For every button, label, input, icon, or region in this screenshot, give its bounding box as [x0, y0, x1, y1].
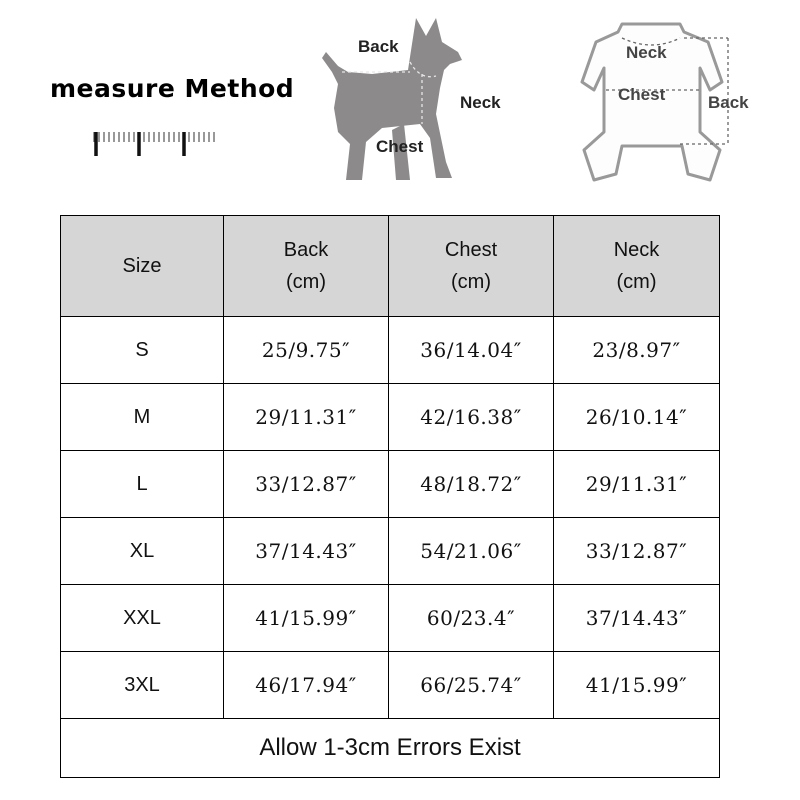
table-row	[61, 451, 720, 518]
size-cell: L	[61, 451, 224, 518]
header-chest-label: Chest	[444, 239, 498, 261]
size-cell: S	[61, 317, 224, 384]
header-size	[61, 216, 224, 317]
jumpsuit-chest-label: Chest	[618, 85, 666, 104]
size-cell: M	[61, 384, 224, 451]
back-cell: 33/12.87″	[224, 451, 389, 518]
table-row	[61, 317, 720, 384]
jumpsuit-measurement-diagram	[560, 12, 790, 192]
header-size-label: Size	[122, 255, 162, 277]
back-cell: 29/11.31″	[224, 384, 389, 451]
table-footer-row	[61, 719, 720, 778]
header-neck-unit: (cm)	[616, 271, 657, 293]
back-cell: 25/9.75″	[224, 317, 389, 384]
dog-measurement-diagram	[312, 12, 512, 192]
neck-cell: 37/14.43″	[554, 585, 720, 652]
table-header-row	[61, 216, 720, 317]
header-back	[224, 216, 389, 317]
error-tolerance-note: Allow 1-3cm Errors Exist	[61, 719, 720, 778]
jumpsuit-back-label: Back	[708, 93, 749, 112]
neck-cell: 26/10.14″	[554, 384, 720, 451]
header-back-unit: (cm)	[286, 271, 326, 293]
neck-cell: 23/8.97″	[554, 317, 720, 384]
chest-cell: 36/14.04″	[389, 317, 554, 384]
neck-cell: 41/15.99″	[554, 652, 720, 719]
chest-cell: 42/16.38″	[389, 384, 554, 451]
chest-cell: 66/25.74″	[389, 652, 554, 719]
dog-back-label: Back	[358, 37, 399, 56]
chest-cell: 60/23.4″	[389, 585, 554, 652]
header-back-label: Back	[283, 239, 329, 261]
size-cell: XXL	[61, 585, 224, 652]
neck-cell: 33/12.87″	[554, 518, 720, 585]
chest-cell: 54/21.06″	[389, 518, 554, 585]
header-neck	[554, 216, 720, 317]
header-chest-unit: (cm)	[451, 271, 491, 293]
header-neck-label: Neck	[613, 239, 660, 261]
size-chart-table	[60, 215, 720, 778]
jumpsuit-neck-label: Neck	[626, 43, 667, 62]
dog-chest-label: Chest	[376, 137, 424, 156]
dog-neck-label: Neck	[460, 93, 501, 112]
size-cell: XL	[61, 518, 224, 585]
chest-cell: 48/18.72″	[389, 451, 554, 518]
back-cell: 41/15.99″	[224, 585, 389, 652]
neck-cell: 29/11.31″	[554, 451, 720, 518]
back-cell: 37/14.43″	[224, 518, 389, 585]
table-row	[61, 518, 720, 585]
header-chest	[389, 216, 554, 317]
ruler-icon	[90, 128, 220, 160]
table-row	[61, 585, 720, 652]
table-row	[61, 384, 720, 451]
size-cell: 3XL	[61, 652, 224, 719]
back-cell: 46/17.94″	[224, 652, 389, 719]
measure-method-title: measure Method	[50, 74, 295, 103]
table-row	[61, 652, 720, 719]
